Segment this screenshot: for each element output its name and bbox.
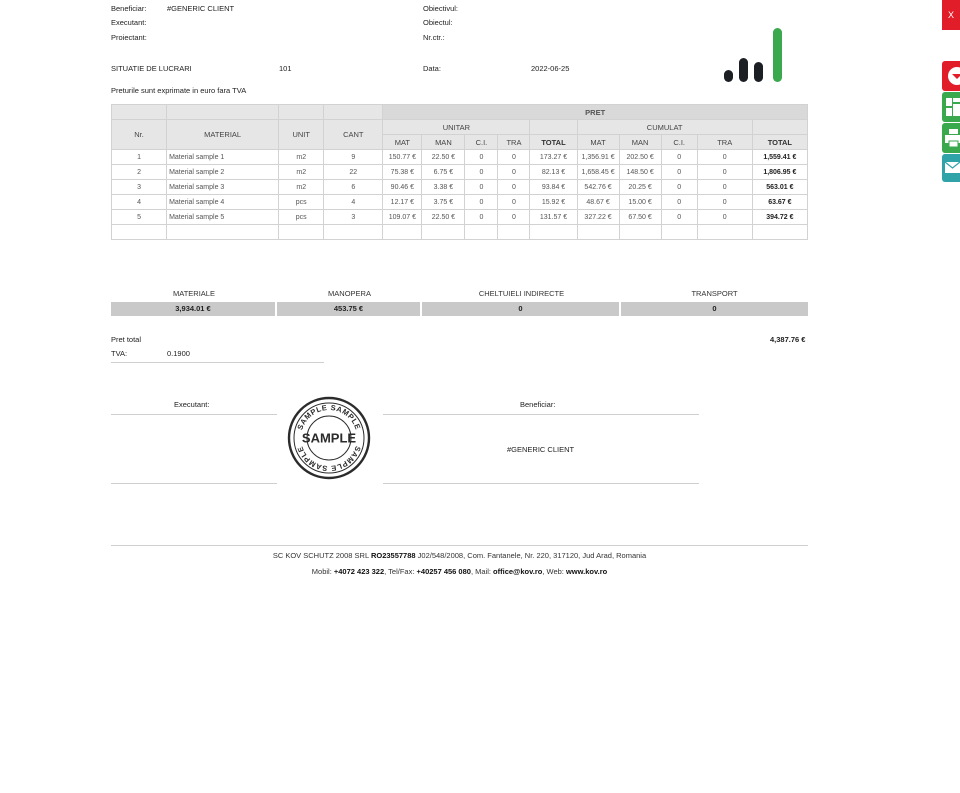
- cell-c-man: 148.50 €: [619, 165, 661, 180]
- data-label: Data:: [423, 64, 441, 73]
- cell-u-tra: 0: [498, 195, 530, 210]
- cell-u-total: 93.84 €: [530, 180, 577, 195]
- cell-u-man: 6.75 €: [422, 165, 465, 180]
- cell-u-total: 82.13 €: [530, 165, 577, 180]
- header-blank: [167, 105, 279, 120]
- col-cumulat-man: MAN: [619, 135, 661, 150]
- beneficiar-value: #GENERIC CLIENT: [167, 4, 235, 13]
- blank-cell: [279, 225, 324, 240]
- cell-c-man: 67.50 €: [619, 210, 661, 225]
- executant-signature-label: Executant:: [174, 400, 210, 409]
- cell-unit: m2: [279, 150, 324, 165]
- cell-u-ci: 0: [465, 150, 498, 165]
- cell-material: Material sample 4: [167, 195, 279, 210]
- cell-c-man: 15.00 €: [619, 195, 661, 210]
- manopera-value: 453.75 €: [277, 302, 422, 316]
- sample-stamp: [287, 396, 371, 480]
- cell-c-total: 1,559.41 €: [752, 150, 807, 165]
- cell-u-tra: 0: [498, 210, 530, 225]
- cell-cant: 6: [324, 180, 383, 195]
- cheltuieli-value: 0: [422, 302, 621, 316]
- col-unitar-mat: MAT: [383, 135, 422, 150]
- materiale-label: MATERIALE: [173, 289, 215, 298]
- layout-button[interactable]: [942, 92, 960, 122]
- table-row: [112, 210, 808, 225]
- cell-c-tra: 0: [697, 165, 752, 180]
- print-button[interactable]: [942, 123, 960, 153]
- cell-u-man: 22.50 €: [422, 210, 465, 225]
- blank-cell: [324, 225, 383, 240]
- cell-material: Material sample 3: [167, 180, 279, 195]
- pret-total-label: Pret total: [111, 335, 142, 344]
- cell-c-total: 63.67 €: [752, 195, 807, 210]
- table-row: [112, 150, 808, 165]
- header-blank: [112, 105, 167, 120]
- manopera-label: MANOPERA: [328, 289, 371, 298]
- col-unitar-ci: C.I.: [465, 135, 498, 150]
- cell-u-mat: 109.07 €: [383, 210, 422, 225]
- footer-mail-link[interactable]: office@kov.ro: [493, 567, 543, 576]
- col-cumulat-mat: MAT: [577, 135, 619, 150]
- blank-cell: [619, 225, 661, 240]
- logo-bar-3: [754, 62, 763, 82]
- executant-label: Executant:: [111, 18, 147, 27]
- cell-c-man: 20.25 €: [619, 180, 661, 195]
- pret-total-value: 4,387.76 €: [770, 335, 806, 344]
- save-icon: [942, 61, 960, 91]
- cell-c-tra: 0: [697, 210, 752, 225]
- cell-u-tra: 0: [498, 150, 530, 165]
- cell-c-mat: 1,356.91 €: [577, 150, 619, 165]
- close-label: X: [947, 10, 954, 20]
- footer-cui: RO23557788: [370, 551, 416, 560]
- blank-cell: [465, 225, 498, 240]
- logo-bar-2: [739, 58, 748, 82]
- footer-mobil[interactable]: +4072 423 322: [333, 567, 385, 576]
- cell-cant: 3: [324, 210, 383, 225]
- blank-cell: [383, 225, 422, 240]
- save-button[interactable]: [942, 61, 960, 91]
- footer-divider: [111, 545, 808, 546]
- tva-label: TVA:: [111, 349, 128, 358]
- cell-u-total: 173.27 €: [530, 150, 577, 165]
- footer-tel[interactable]: +40257 456 080: [416, 567, 471, 576]
- col-cumulat-total: TOTAL: [752, 135, 807, 150]
- cell-u-tra: 0: [498, 180, 530, 195]
- cell-c-tra: 0: [697, 180, 752, 195]
- transport-value: 0: [712, 304, 717, 313]
- blank-cell: [422, 225, 465, 240]
- cell-material: Material sample 5: [167, 210, 279, 225]
- footer-company-line: [111, 551, 808, 560]
- footer-mail-label: , Mail:: [470, 567, 494, 576]
- cell-material: Material sample 2: [167, 165, 279, 180]
- cell-u-total: 15.92 €: [530, 195, 577, 210]
- col-nr: Nr.: [112, 120, 167, 150]
- company-logo: [722, 26, 786, 82]
- table-row: [112, 165, 808, 180]
- blank-cell: [752, 225, 807, 240]
- header-blank: [530, 120, 577, 135]
- transport-label: TRANSPORT: [691, 289, 738, 298]
- pret-header: PRET: [383, 105, 808, 120]
- col-cumulat-tra: TRA: [697, 135, 752, 150]
- header-blank: [279, 105, 324, 120]
- cell-c-mat: 1,658.45 €: [577, 165, 619, 180]
- data-value: 2022-06-25: [531, 64, 570, 73]
- cell-c-total: 1,806.95 €: [752, 165, 807, 180]
- cell-u-man: 3.75 €: [422, 195, 465, 210]
- cell-c-tra: 0: [697, 150, 752, 165]
- cell-cant: 22: [324, 165, 383, 180]
- cell-c-man: 202.50 €: [619, 150, 661, 165]
- cell-nr: 2: [112, 165, 167, 180]
- cell-unit: m2: [279, 180, 324, 195]
- cell-unit: m2: [279, 165, 324, 180]
- cell-material: Material sample 1: [167, 150, 279, 165]
- unitar-header: UNITAR: [383, 120, 530, 135]
- cell-nr: 1: [112, 150, 167, 165]
- tva-value: 0.1900: [167, 349, 190, 358]
- situatie-number: 101: [279, 64, 292, 73]
- beneficiar-signature-name: #GENERIC CLIENT: [507, 445, 575, 454]
- cell-c-total: 394.72 €: [752, 210, 807, 225]
- col-unitar-tra: TRA: [498, 135, 530, 150]
- cell-u-ci: 0: [465, 195, 498, 210]
- stamp-center-text: SAMPLE: [301, 430, 357, 446]
- cheltuieli-label: CHELTUIELI INDIRECTE: [478, 289, 565, 298]
- cell-c-tra: 0: [697, 195, 752, 210]
- cell-u-mat: 90.46 €: [383, 180, 422, 195]
- obiectivul-label: Obiectivul:: [423, 4, 459, 13]
- divider: [111, 362, 324, 363]
- mail-icon: [942, 154, 960, 182]
- table-row: [112, 195, 808, 210]
- col-cant: CANT: [324, 120, 383, 150]
- blank-cell: [697, 225, 752, 240]
- blank-cell: [498, 225, 530, 240]
- materiale-value: 3,934.01 €: [111, 302, 277, 316]
- cell-u-ci: 0: [465, 210, 498, 225]
- cell-c-mat: 327.22 €: [577, 210, 619, 225]
- obiectul-label: Obiectul:: [423, 18, 453, 27]
- close-button[interactable]: [942, 0, 960, 30]
- cell-u-mat: 75.38 €: [383, 165, 422, 180]
- cell-u-ci: 0: [465, 165, 498, 180]
- footer-web-link[interactable]: www.kov.ro: [565, 567, 608, 576]
- footer-contact-line: [111, 567, 808, 576]
- footer-mobil-label: Mobil:: [311, 567, 334, 576]
- col-cumulat-ci: C.I.: [661, 135, 697, 150]
- svg-text:SAMPLE SAMPLE: [295, 403, 362, 431]
- proiectant-label: Proiectant:: [111, 33, 147, 42]
- layout-icon: [942, 92, 960, 122]
- cell-nr: 4: [112, 195, 167, 210]
- footer-tel-label: , Tel/Fax:: [384, 567, 417, 576]
- beneficiar-signature-label: Beneficiar:: [520, 400, 556, 409]
- cell-c-ci: 0: [661, 195, 697, 210]
- items-table: [111, 104, 808, 240]
- blank-cell: [661, 225, 697, 240]
- header-blank: [752, 120, 807, 135]
- table-row: [112, 180, 808, 195]
- footer-web-label: , Web:: [542, 567, 566, 576]
- cell-c-total: 563.01 €: [752, 180, 807, 195]
- svg-text:SAMPLE SAMPLE: [295, 445, 362, 473]
- stamp-ring-top: SAMPLE SAMPLE: [295, 402, 363, 432]
- cell-cant: 4: [324, 195, 383, 210]
- mail-button[interactable]: [942, 154, 960, 182]
- cell-u-total: 131.57 €: [530, 210, 577, 225]
- print-icon: [942, 123, 960, 153]
- logo-bar-1: [724, 70, 733, 82]
- cell-c-ci: 0: [661, 150, 697, 165]
- cell-c-ci: 0: [661, 210, 697, 225]
- col-unitar-man: MAN: [422, 135, 465, 150]
- situatie-label: SITUATIE DE LUCRARI: [111, 64, 192, 73]
- blank-cell: [577, 225, 619, 240]
- col-material: MATERIAL: [167, 120, 279, 150]
- divider: [111, 483, 277, 484]
- cell-c-ci: 0: [661, 180, 697, 195]
- footer-address: J02/548/2008, Com. Fantanele, Nr. 220, 317120, Jud Arad, Romania: [415, 551, 647, 560]
- footer-company: SC KOV SCHUTZ 2008 SRL: [272, 551, 371, 560]
- logo-bar-4: [773, 28, 782, 82]
- price-note: Preturile sunt exprimate in euro fara TVA: [111, 86, 247, 95]
- cell-u-man: 22.50 €: [422, 150, 465, 165]
- col-unitar-total: TOTAL: [530, 135, 577, 150]
- blank-cell: [112, 225, 167, 240]
- cell-u-ci: 0: [465, 180, 498, 195]
- cell-cant: 9: [324, 150, 383, 165]
- divider: [111, 414, 277, 415]
- cell-nr: 3: [112, 180, 167, 195]
- cell-c-mat: 542.76 €: [577, 180, 619, 195]
- cell-c-mat: 48.67 €: [577, 195, 619, 210]
- summary-labels: [111, 289, 808, 300]
- divider: [383, 414, 699, 415]
- cell-unit: pcs: [279, 210, 324, 225]
- cell-u-mat: 150.77 €: [383, 150, 422, 165]
- cell-unit: pcs: [279, 195, 324, 210]
- beneficiar-label: Beneficiar:: [111, 4, 147, 13]
- cell-c-ci: 0: [661, 165, 697, 180]
- nrctr-label: Nr.ctr.:: [423, 33, 445, 42]
- cell-nr: 5: [112, 210, 167, 225]
- header-blank: [324, 105, 383, 120]
- blank-cell: [167, 225, 279, 240]
- stamp-ring-bottom: SAMPLE SAMPLE: [295, 444, 363, 474]
- blank-cell: [530, 225, 577, 240]
- summary-values: [111, 302, 808, 316]
- cell-u-tra: 0: [498, 165, 530, 180]
- cumulat-header: CUMULAT: [577, 120, 752, 135]
- divider: [383, 483, 699, 484]
- col-unit: UNIT: [279, 120, 324, 150]
- cell-u-man: 3.38 €: [422, 180, 465, 195]
- cell-u-mat: 12.17 €: [383, 195, 422, 210]
